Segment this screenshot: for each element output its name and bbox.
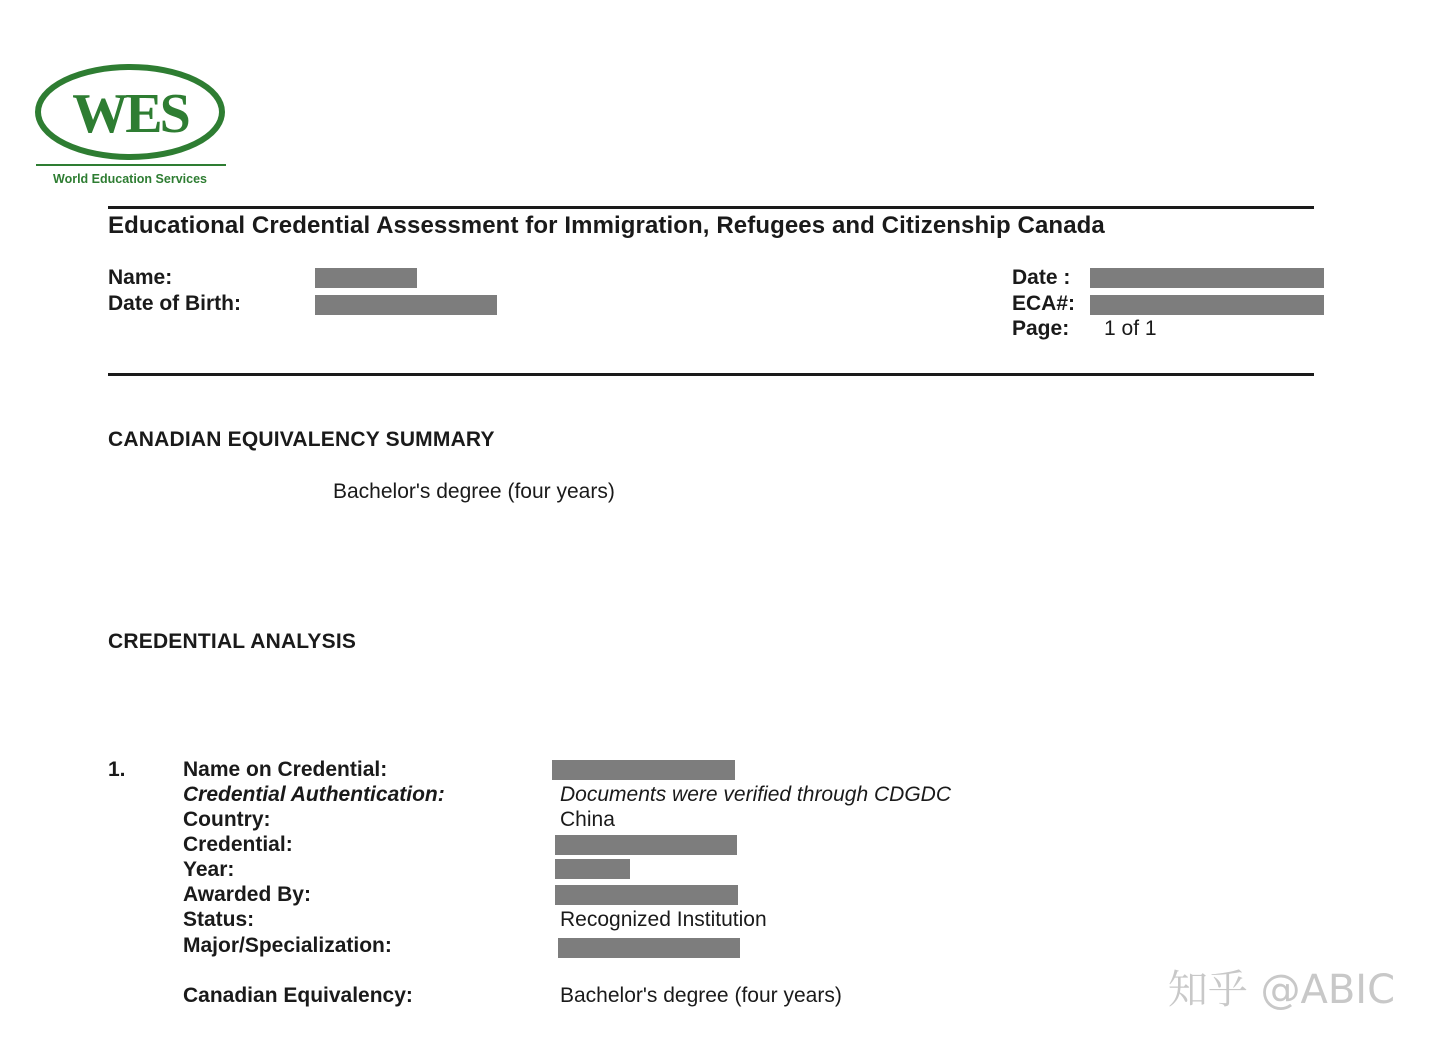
watermark: 知乎 @ABIC — [1167, 967, 1395, 1013]
logo-text: WES — [72, 83, 188, 145]
dob-redaction — [315, 295, 497, 315]
date-redaction — [1090, 268, 1324, 288]
status-label: Status: — [183, 908, 255, 931]
name-redaction — [315, 268, 417, 288]
major-redaction — [558, 938, 740, 958]
status-value: Recognized Institution — [560, 908, 767, 931]
eca-redaction — [1090, 295, 1324, 315]
document-title: Educational Credential Assessment for Immigration, Refugees and Citizenship Canada — [108, 212, 1105, 239]
equivalency-value: Bachelor's degree (four years) — [560, 984, 842, 1007]
equivalency-label: Canadian Equivalency: — [183, 984, 413, 1007]
page-label: Page: — [1012, 317, 1070, 340]
analysis-heading: CREDENTIAL ANALYSIS — [108, 630, 357, 653]
name-label: Name: — [108, 266, 173, 289]
eca-label: ECA#: — [1012, 292, 1076, 315]
summary-value: Bachelor's degree (four years) — [333, 480, 615, 503]
credential-redaction — [555, 835, 737, 855]
year-label: Year: — [183, 858, 235, 881]
date-label: Date : — [1012, 266, 1071, 289]
top-rule — [108, 206, 1314, 209]
awarded-by-redaction — [555, 885, 738, 905]
year-redaction — [555, 859, 630, 879]
header-rule — [108, 373, 1314, 376]
logo-caption: World Education Services — [53, 172, 207, 186]
name-on-credential-redaction — [552, 760, 735, 780]
summary-heading: CANADIAN EQUIVALENCY SUMMARY — [108, 428, 495, 451]
credential-label: Credential: — [183, 833, 293, 856]
authentication-value: Documents were verified through CDGDC — [560, 783, 951, 806]
wes-logo — [34, 62, 230, 190]
major-label: Major/Specialization: — [183, 934, 392, 957]
dob-label: Date of Birth: — [108, 292, 241, 315]
item-number: 1. — [108, 758, 126, 781]
awarded-by-label: Awarded By: — [183, 883, 311, 906]
authentication-label: Credential Authentication: — [183, 783, 445, 806]
country-value: China — [560, 808, 615, 831]
page-value: 1 of 1 — [1104, 317, 1157, 340]
country-label: Country: — [183, 808, 271, 831]
name-on-credential-label: Name on Credential: — [183, 758, 388, 781]
